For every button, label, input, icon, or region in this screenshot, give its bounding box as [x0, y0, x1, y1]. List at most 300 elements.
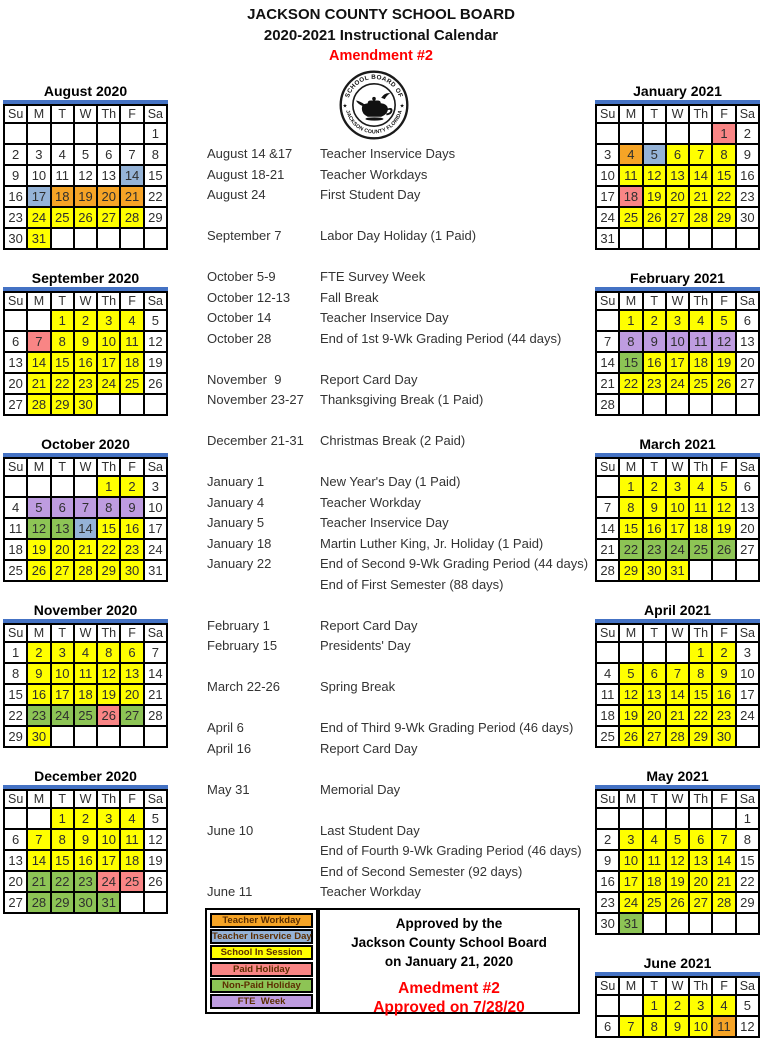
day-cell: 29: [51, 892, 74, 913]
event-desc: [320, 208, 599, 229]
page-subtitle: 2020-2021 Instructional Calendar: [263, 27, 499, 44]
event-row: [207, 720, 599, 741]
event-date: June 10: [207, 822, 254, 838]
weekday-header: T: [643, 624, 666, 642]
empty-cell: [736, 560, 759, 581]
event-spacer: [207, 413, 599, 434]
weekday-header: M: [27, 624, 50, 642]
event-date: April 6: [207, 720, 244, 735]
day-cell: 17: [666, 352, 689, 373]
event-date: January 22: [207, 556, 272, 571]
weekday-header: W: [74, 105, 97, 123]
day-cell: 14: [712, 850, 735, 871]
day-cell: 22: [97, 539, 120, 560]
event-row: [207, 474, 599, 495]
day-cell: 24: [97, 871, 120, 892]
day-cell: 4: [74, 642, 97, 663]
day-cell: 20: [97, 186, 120, 207]
page-title: JACKSON COUNTY SCHOOL BOARD: [247, 6, 515, 23]
event-date: February 1: [207, 617, 270, 633]
weekday-header: T: [51, 790, 74, 808]
day-cell: 24: [27, 207, 50, 228]
empty-cell: [144, 228, 167, 249]
event-row: [207, 146, 599, 167]
day-cell: 10: [144, 497, 167, 518]
event-date: January 4: [207, 494, 265, 510]
weekday-header: Sa: [736, 977, 759, 995]
event-desc: [320, 659, 599, 680]
event-date: June 11: [207, 884, 253, 899]
day-cell: 4: [4, 497, 27, 518]
approval-line-2: Jackson County School Board: [351, 935, 547, 950]
empty-cell: [689, 913, 712, 934]
weekday-header: W: [74, 458, 97, 476]
weekday-header: Su: [596, 977, 619, 995]
calendar-december-2020: [3, 767, 168, 914]
weekday-header: Sa: [144, 105, 167, 123]
day-cell: 26: [643, 207, 666, 228]
day-cell: 7: [27, 331, 50, 352]
empty-cell: [619, 228, 642, 249]
day-cell: 18: [74, 684, 97, 705]
empty-cell: [97, 228, 120, 249]
weekday-header: F: [712, 624, 735, 642]
day-cell: 18: [689, 352, 712, 373]
day-cell: 4: [120, 808, 143, 829]
day-cell: 2: [74, 310, 97, 331]
day-cell: 27: [4, 892, 27, 913]
event-row: [207, 577, 599, 598]
day-cell: 15: [4, 684, 27, 705]
month-title: January 2021: [633, 83, 722, 99]
empty-cell: [712, 560, 735, 581]
event-desc: Labor Day Holiday (1 Paid): [320, 228, 477, 243]
day-cell: 31: [97, 892, 120, 913]
day-cell: 3: [689, 995, 712, 1016]
day-cell: 7: [74, 497, 97, 518]
legend-non-paid-holiday: Non-Paid Holiday: [210, 978, 313, 993]
day-cell: 7: [596, 497, 619, 518]
month-grid: [595, 623, 760, 748]
day-cell: 8: [736, 829, 759, 850]
day-cell: 4: [712, 995, 735, 1016]
month-title: March 2021: [639, 436, 716, 452]
calendar-june-2021: [595, 954, 760, 1038]
day-cell: 4: [120, 310, 143, 331]
day-cell: 17: [97, 352, 120, 373]
day-cell: 9: [4, 165, 27, 186]
day-cell: 4: [51, 144, 74, 165]
day-cell: 6: [97, 144, 120, 165]
weekday-header: M: [619, 977, 642, 995]
day-cell: 13: [120, 663, 143, 684]
weekday-header: M: [27, 790, 50, 808]
day-cell: 9: [27, 663, 50, 684]
day-cell: 16: [4, 186, 27, 207]
weekday-header: F: [120, 292, 143, 310]
empty-cell: [97, 726, 120, 747]
day-cell: 30: [4, 228, 27, 249]
day-cell: 12: [144, 331, 167, 352]
empty-cell: [643, 913, 666, 934]
weekday-header: M: [27, 105, 50, 123]
day-cell: 25: [643, 892, 666, 913]
day-cell: 4: [643, 829, 666, 850]
amendment-label: Amendment #2: [329, 48, 433, 64]
day-cell: 17: [596, 186, 619, 207]
day-cell: 30: [712, 726, 735, 747]
event-row: [207, 741, 599, 762]
day-cell: 15: [97, 518, 120, 539]
weekday-header: T: [51, 624, 74, 642]
day-cell: 28: [712, 892, 735, 913]
day-cell: 22: [712, 186, 735, 207]
event-desc: Report Card Day: [320, 371, 418, 387]
weekday-header: M: [27, 458, 50, 476]
empty-cell: [97, 123, 120, 144]
day-cell: 2: [4, 144, 27, 165]
day-cell: 29: [689, 726, 712, 747]
day-cell: 30: [27, 726, 50, 747]
month-title: August 2020: [43, 83, 128, 99]
event-row: [207, 433, 599, 454]
day-cell: 17: [736, 684, 759, 705]
event-date: November 23-27: [207, 392, 304, 407]
day-cell: 20: [51, 539, 74, 560]
day-cell: 9: [120, 497, 143, 518]
day-cell: 21: [27, 871, 50, 892]
empty-cell: [736, 913, 759, 934]
day-cell: 9: [643, 331, 666, 352]
event-date: December 21-31: [207, 433, 304, 448]
day-cell: 23: [596, 892, 619, 913]
event-spacer: [207, 208, 599, 229]
empty-cell: [27, 310, 50, 331]
day-cell: 5: [712, 476, 735, 497]
day-cell: 25: [689, 539, 712, 560]
day-cell: 20: [666, 186, 689, 207]
empty-cell: [736, 726, 759, 747]
page-header: [0, 4, 762, 66]
event-row: [207, 372, 599, 393]
day-cell: 11: [689, 497, 712, 518]
day-cell: 22: [619, 539, 642, 560]
event-row: [207, 310, 599, 331]
day-cell: 16: [712, 684, 735, 705]
event-date: [207, 413, 320, 434]
day-cell: 18: [120, 850, 143, 871]
day-cell: 2: [666, 995, 689, 1016]
day-cell: 27: [666, 207, 689, 228]
day-cell: 17: [666, 518, 689, 539]
day-cell: 26: [144, 871, 167, 892]
day-cell: 14: [27, 352, 50, 373]
empty-cell: [74, 123, 97, 144]
event-desc: Memorial Day: [320, 781, 401, 797]
approval-line-1: Approved by the: [395, 916, 503, 931]
event-row: [207, 536, 599, 557]
day-cell: 24: [596, 207, 619, 228]
day-cell: 8: [144, 144, 167, 165]
day-cell: 25: [689, 373, 712, 394]
weekday-header: F: [120, 624, 143, 642]
weekday-header: Sa: [736, 790, 759, 808]
empty-cell: [643, 228, 666, 249]
weekday-header: M: [619, 458, 642, 476]
weekday-header: Su: [4, 790, 27, 808]
empty-cell: [643, 394, 666, 415]
weekday-header: W: [666, 790, 689, 808]
empty-cell: [689, 123, 712, 144]
month-title: September 2020: [31, 270, 140, 286]
day-cell: 6: [51, 497, 74, 518]
day-cell: 11: [4, 518, 27, 539]
day-cell: 23: [74, 871, 97, 892]
day-cell: 1: [712, 123, 735, 144]
event-spacer: [207, 454, 599, 475]
weekday-header: M: [619, 292, 642, 310]
weekday-header: Th: [689, 458, 712, 476]
day-cell: 7: [689, 144, 712, 165]
amendment-approved-date: Approved on 7/28/20: [373, 999, 525, 1016]
day-cell: 4: [596, 663, 619, 684]
month-title: October 2020: [41, 436, 130, 452]
empty-cell: [712, 228, 735, 249]
weekday-header: Sa: [736, 292, 759, 310]
weekday-header: F: [712, 790, 735, 808]
event-spacer: [207, 597, 599, 618]
day-cell: 23: [27, 705, 50, 726]
day-cell: 21: [689, 186, 712, 207]
day-cell: 19: [144, 352, 167, 373]
empty-cell: [643, 642, 666, 663]
weekday-header: Su: [596, 790, 619, 808]
day-cell: 23: [643, 373, 666, 394]
empty-cell: [619, 642, 642, 663]
event-row: [207, 269, 599, 290]
empty-cell: [596, 995, 619, 1016]
event-date: [207, 761, 320, 782]
empty-cell: [51, 476, 74, 497]
day-cell: 12: [27, 518, 50, 539]
day-cell: 9: [74, 829, 97, 850]
day-cell: 3: [596, 144, 619, 165]
weekday-header: Sa: [736, 624, 759, 642]
event-date: [207, 249, 320, 270]
empty-cell: [144, 726, 167, 747]
day-cell: 4: [619, 144, 642, 165]
day-cell: 12: [74, 165, 97, 186]
day-cell: 10: [596, 165, 619, 186]
day-cell: 5: [643, 144, 666, 165]
day-cell: 31: [144, 560, 167, 581]
day-cell: 5: [736, 995, 759, 1016]
day-cell: 25: [596, 726, 619, 747]
day-cell: 6: [4, 331, 27, 352]
day-cell: 17: [27, 186, 50, 207]
day-cell: 24: [51, 705, 74, 726]
empty-cell: [4, 123, 27, 144]
empty-cell: [596, 123, 619, 144]
day-cell: 12: [736, 1016, 759, 1037]
day-cell: 17: [97, 850, 120, 871]
day-cell: 5: [619, 663, 642, 684]
weekday-header: T: [643, 977, 666, 995]
day-cell: 5: [27, 497, 50, 518]
event-desc: [320, 351, 599, 372]
day-cell: 13: [666, 165, 689, 186]
day-cell: 6: [120, 642, 143, 663]
day-cell: 31: [666, 560, 689, 581]
day-cell: 21: [144, 684, 167, 705]
event-row: [207, 679, 599, 700]
empty-cell: [74, 476, 97, 497]
event-desc: End of Second 9-Wk Grading Period (44 days): [320, 556, 589, 571]
month-grid: [595, 976, 760, 1038]
month-title: April 2021: [644, 602, 711, 618]
event-date: August 18-21: [207, 166, 285, 182]
day-cell: 16: [74, 352, 97, 373]
day-cell: 9: [643, 497, 666, 518]
event-desc: Presidents' Day: [320, 638, 411, 653]
day-cell: 2: [596, 829, 619, 850]
empty-cell: [4, 808, 27, 829]
day-cell: 21: [596, 539, 619, 560]
day-cell: 15: [689, 684, 712, 705]
empty-cell: [736, 228, 759, 249]
weekday-header: Th: [97, 105, 120, 123]
day-cell: 13: [736, 497, 759, 518]
event-desc: End of Third 9-Wk Grading Period (46 days): [320, 720, 574, 735]
event-desc: [320, 249, 599, 270]
day-cell: 1: [619, 476, 642, 497]
event-spacer: [207, 761, 599, 782]
day-cell: 21: [74, 539, 97, 560]
day-cell: 1: [144, 123, 167, 144]
day-cell: 12: [712, 331, 735, 352]
day-cell: 20: [736, 352, 759, 373]
weekday-header: Th: [97, 624, 120, 642]
day-cell: 8: [689, 663, 712, 684]
day-cell: 8: [51, 829, 74, 850]
day-cell: 9: [596, 850, 619, 871]
day-cell: 10: [97, 829, 120, 850]
day-cell: 3: [97, 808, 120, 829]
empty-cell: [643, 123, 666, 144]
event-date: February 15: [207, 638, 278, 653]
day-cell: 20: [689, 871, 712, 892]
event-row: [207, 618, 599, 639]
day-cell: 28: [27, 394, 50, 415]
empty-cell: [596, 310, 619, 331]
day-cell: 7: [596, 331, 619, 352]
calendar-january-2021: [595, 82, 760, 250]
day-cell: 7: [619, 1016, 642, 1037]
day-cell: 10: [689, 1016, 712, 1037]
day-cell: 1: [689, 642, 712, 663]
event-desc: Report Card Day: [320, 740, 418, 756]
event-row: [207, 187, 599, 208]
day-cell: 11: [51, 165, 74, 186]
day-cell: 1: [4, 642, 27, 663]
weekday-header: Th: [97, 790, 120, 808]
day-cell: 3: [144, 476, 167, 497]
day-cell: 25: [120, 871, 143, 892]
legend-school-in-session: School In Session: [210, 945, 313, 960]
day-cell: 25: [51, 207, 74, 228]
day-cell: 20: [736, 518, 759, 539]
day-cell: 19: [712, 518, 735, 539]
weekday-header: T: [51, 105, 74, 123]
weekday-header: W: [74, 624, 97, 642]
day-cell: 19: [74, 186, 97, 207]
day-cell: 20: [4, 373, 27, 394]
day-cell: 17: [619, 871, 642, 892]
seal-star-left: ★: [342, 103, 348, 110]
day-cell: 5: [144, 808, 167, 829]
empty-cell: [619, 995, 642, 1016]
day-cell: 22: [619, 373, 642, 394]
day-cell: 26: [144, 373, 167, 394]
day-cell: 30: [74, 892, 97, 913]
weekday-header: T: [643, 458, 666, 476]
event-desc: End of First Semester (88 days): [320, 576, 504, 592]
empty-cell: [689, 394, 712, 415]
event-desc: Thanksgiving Break (1 Paid): [320, 392, 484, 407]
month-title: May 2021: [646, 768, 709, 784]
day-cell: 23: [643, 539, 666, 560]
day-cell: 12: [712, 497, 735, 518]
day-cell: 28: [666, 726, 689, 747]
empty-cell: [27, 123, 50, 144]
event-date: [207, 864, 320, 885]
legend-paid-holiday: Paid Holiday: [210, 962, 313, 977]
event-date: October 12-13: [207, 289, 291, 305]
day-cell: 16: [596, 871, 619, 892]
right-calendar-column: [595, 82, 760, 1057]
weekday-header: Su: [596, 105, 619, 123]
empty-cell: [51, 726, 74, 747]
day-cell: 3: [619, 829, 642, 850]
empty-cell: [666, 642, 689, 663]
day-cell: 23: [74, 373, 97, 394]
day-cell: 19: [643, 186, 666, 207]
day-cell: 3: [51, 642, 74, 663]
day-cell: 31: [27, 228, 50, 249]
day-cell: 23: [4, 207, 27, 228]
empty-cell: [51, 228, 74, 249]
day-cell: 14: [144, 663, 167, 684]
day-cell: 7: [120, 144, 143, 165]
weekday-header: Su: [4, 105, 27, 123]
event-desc: [320, 454, 599, 475]
day-cell: 27: [736, 539, 759, 560]
event-date: March 22-26: [207, 679, 280, 694]
weekday-header: T: [643, 105, 666, 123]
day-cell: 27: [120, 705, 143, 726]
approval-spacer: [320, 971, 578, 979]
day-cell: 21: [712, 871, 735, 892]
event-desc: First Student Day: [320, 187, 421, 202]
event-desc: Martin Luther King, Jr. Holiday (1 Paid): [320, 535, 544, 551]
event-date: April 16: [207, 740, 252, 756]
weekday-header: Sa: [144, 790, 167, 808]
weekday-header: M: [27, 292, 50, 310]
weekday-header: W: [666, 105, 689, 123]
calendar-april-2021: [595, 601, 760, 748]
event-date: [207, 454, 320, 475]
event-date: [207, 659, 320, 680]
